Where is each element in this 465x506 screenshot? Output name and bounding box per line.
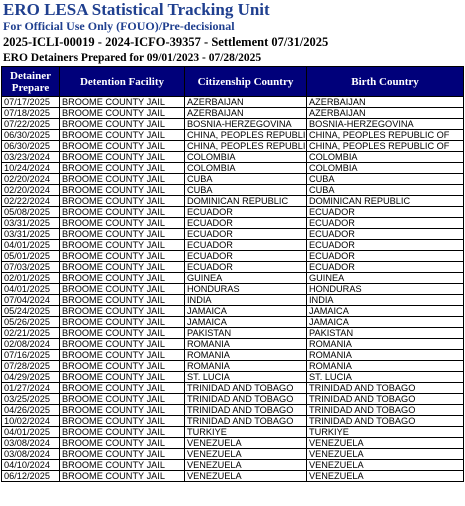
citizenship-country-cell: TURKIYE xyxy=(185,427,307,438)
table-row xyxy=(2,361,464,372)
detention-facility-cell: BROOME COUNTY JAIL xyxy=(60,317,185,328)
table-row xyxy=(2,405,464,416)
table-row xyxy=(2,251,464,262)
citizenship-country-cell: AZERBAIJAN xyxy=(185,97,307,108)
detention-facility-cell: BROOME COUNTY JAIL xyxy=(60,284,185,295)
citizenship-country-cell: ST. LUCIA xyxy=(185,372,307,383)
detention-facility-cell: BROOME COUNTY JAIL xyxy=(60,460,185,471)
detainer-date-cell: 04/26/2025 xyxy=(2,405,60,416)
detention-facility-cell: BROOME COUNTY JAIL xyxy=(60,262,185,273)
table-row xyxy=(2,262,464,273)
detainer-date-cell: 04/01/2025 xyxy=(2,427,60,438)
detention-facility-cell: BROOME COUNTY JAIL xyxy=(60,251,185,262)
table-row xyxy=(2,438,464,449)
table-row xyxy=(2,207,464,218)
birth-country-cell: JAMAICA xyxy=(307,317,464,328)
birth-country-cell: GUINEA xyxy=(307,273,464,284)
detainer-date-cell: 02/20/2024 xyxy=(2,185,60,196)
detainer-date-cell: 07/28/2025 xyxy=(2,361,60,372)
detainer-date-cell: 02/01/2025 xyxy=(2,273,60,284)
birth-country-cell: COLOMBIA xyxy=(307,152,464,163)
detainer-date-cell: 10/02/2024 xyxy=(2,416,60,427)
table-row xyxy=(2,185,464,196)
birth-country-cell: COLOMBIA xyxy=(307,163,464,174)
detainer-table xyxy=(1,66,464,482)
citizenship-country-cell: VENEZUELA xyxy=(185,438,307,449)
detention-facility-cell: BROOME COUNTY JAIL xyxy=(60,119,185,130)
table-row xyxy=(2,130,464,141)
birth-country-cell: TRINIDAD AND TOBAGO xyxy=(307,416,464,427)
table-row xyxy=(2,174,464,185)
column-header-detention-facility: Detention Facility xyxy=(60,67,185,97)
report-date-range: ERO Detainers Prepared for 09/01/2023 - 07/28/2025 xyxy=(3,52,262,64)
citizenship-country-cell: CHINA, PEOPLES REPUBLI xyxy=(185,130,307,141)
citizenship-country-cell: GUINEA xyxy=(185,273,307,284)
detainer-date-cell: 02/08/2024 xyxy=(2,339,60,350)
detention-facility-cell: BROOME COUNTY JAIL xyxy=(60,240,185,251)
detainer-date-cell: 10/24/2024 xyxy=(2,163,60,174)
detention-facility-cell: BROOME COUNTY JAIL xyxy=(60,427,185,438)
table-row xyxy=(2,416,464,427)
birth-country-cell: CUBA xyxy=(307,185,464,196)
citizenship-country-cell: PAKISTAN xyxy=(185,328,307,339)
report-case-line: 2025-ICLI-00019 - 2024-ICFO-39357 - Settlement 07/31/2025 xyxy=(3,35,329,49)
citizenship-country-cell: DOMINICAN REPUBLIC xyxy=(185,196,307,207)
citizenship-country-cell: TRINIDAD AND TOBAGO xyxy=(185,416,307,427)
detainer-date-cell: 07/17/2025 xyxy=(2,97,60,108)
detainer-date-cell: 06/30/2025 xyxy=(2,130,60,141)
detainer-date-cell: 05/24/2025 xyxy=(2,306,60,317)
table-row xyxy=(2,97,464,108)
detention-facility-cell: BROOME COUNTY JAIL xyxy=(60,218,185,229)
detainer-date-cell: 05/08/2025 xyxy=(2,207,60,218)
detainer-date-cell: 07/04/2024 xyxy=(2,295,60,306)
detainer-date-cell: 02/21/2025 xyxy=(2,328,60,339)
citizenship-country-cell: JAMAICA xyxy=(185,306,307,317)
table-row xyxy=(2,273,464,284)
birth-country-cell: JAMAICA xyxy=(307,306,464,317)
table-row xyxy=(2,328,464,339)
table-row xyxy=(2,240,464,251)
detention-facility-cell: BROOME COUNTY JAIL xyxy=(60,207,185,218)
detainer-date-cell: 03/23/2024 xyxy=(2,152,60,163)
citizenship-country-cell: CHINA, PEOPLES REPUBLI xyxy=(185,141,307,152)
citizenship-country-cell: ECUADOR xyxy=(185,218,307,229)
detention-facility-cell: BROOME COUNTY JAIL xyxy=(60,152,185,163)
birth-country-cell: ROMANIA xyxy=(307,350,464,361)
citizenship-country-cell: CUBA xyxy=(185,174,307,185)
citizenship-country-cell: VENEZUELA xyxy=(185,449,307,460)
detention-facility-cell: BROOME COUNTY JAIL xyxy=(60,394,185,405)
birth-country-cell: TURKIYE xyxy=(307,427,464,438)
detainer-date-cell: 03/31/2025 xyxy=(2,229,60,240)
report-title: ERO LESA Statistical Tracking Unit xyxy=(3,0,270,19)
birth-country-cell: ECUADOR xyxy=(307,262,464,273)
table-row xyxy=(2,394,464,405)
detainer-date-cell: 03/31/2025 xyxy=(2,218,60,229)
detainer-date-cell: 04/10/2024 xyxy=(2,460,60,471)
citizenship-country-cell: TRINIDAD AND TOBAGO xyxy=(185,394,307,405)
citizenship-country-cell: ECUADOR xyxy=(185,251,307,262)
detainer-date-cell: 03/25/2025 xyxy=(2,394,60,405)
detention-facility-cell: BROOME COUNTY JAIL xyxy=(60,273,185,284)
birth-country-cell: VENEZUELA xyxy=(307,471,464,482)
birth-country-cell: AZERBAIJAN xyxy=(307,97,464,108)
detainer-date-cell: 04/29/2025 xyxy=(2,372,60,383)
table-row xyxy=(2,372,464,383)
birth-country-cell: HONDURAS xyxy=(307,284,464,295)
detention-facility-cell: BROOME COUNTY JAIL xyxy=(60,97,185,108)
detainer-date-cell: 01/27/2024 xyxy=(2,383,60,394)
table-row xyxy=(2,108,464,119)
detention-facility-cell: BROOME COUNTY JAIL xyxy=(60,108,185,119)
detention-facility-cell: BROOME COUNTY JAIL xyxy=(60,130,185,141)
detention-facility-cell: BROOME COUNTY JAIL xyxy=(60,306,185,317)
detention-facility-cell: BROOME COUNTY JAIL xyxy=(60,405,185,416)
citizenship-country-cell: INDIA xyxy=(185,295,307,306)
table-row xyxy=(2,141,464,152)
birth-country-cell: TRINIDAD AND TOBAGO xyxy=(307,405,464,416)
birth-country-cell: VENEZUELA xyxy=(307,460,464,471)
report-header xyxy=(0,0,465,66)
table-row xyxy=(2,350,464,361)
detention-facility-cell: BROOME COUNTY JAIL xyxy=(60,229,185,240)
column-header-detainer-prepare: Detainer Prepare xyxy=(2,67,60,97)
detainer-date-cell: 02/20/2024 xyxy=(2,174,60,185)
detainer-date-cell: 06/30/2025 xyxy=(2,141,60,152)
table-row xyxy=(2,295,464,306)
table-row xyxy=(2,119,464,130)
detention-facility-cell: BROOME COUNTY JAIL xyxy=(60,196,185,207)
detention-facility-cell: BROOME COUNTY JAIL xyxy=(60,383,185,394)
citizenship-country-cell: ECUADOR xyxy=(185,207,307,218)
detention-facility-cell: BROOME COUNTY JAIL xyxy=(60,416,185,427)
detention-facility-cell: BROOME COUNTY JAIL xyxy=(60,141,185,152)
citizenship-country-cell: VENEZUELA xyxy=(185,471,307,482)
table-row xyxy=(2,317,464,328)
table-row xyxy=(2,449,464,460)
detention-facility-cell: BROOME COUNTY JAIL xyxy=(60,339,185,350)
birth-country-cell: INDIA xyxy=(307,295,464,306)
detainer-date-cell: 05/26/2025 xyxy=(2,317,60,328)
table-body xyxy=(2,97,464,482)
table-row xyxy=(2,471,464,482)
citizenship-country-cell: ROMANIA xyxy=(185,339,307,350)
birth-country-cell: ECUADOR xyxy=(307,229,464,240)
detention-facility-cell: BROOME COUNTY JAIL xyxy=(60,174,185,185)
citizenship-country-cell: JAMAICA xyxy=(185,317,307,328)
detention-facility-cell: BROOME COUNTY JAIL xyxy=(60,163,185,174)
citizenship-country-cell: HONDURAS xyxy=(185,284,307,295)
detainer-date-cell: 02/22/2024 xyxy=(2,196,60,207)
birth-country-cell: CUBA xyxy=(307,174,464,185)
detention-facility-cell: BROOME COUNTY JAIL xyxy=(60,295,185,306)
detainer-date-cell: 04/01/2025 xyxy=(2,240,60,251)
birth-country-cell: ST. LUCIA xyxy=(307,372,464,383)
birth-country-cell: VENEZUELA xyxy=(307,449,464,460)
table-row xyxy=(2,427,464,438)
citizenship-country-cell: ECUADOR xyxy=(185,240,307,251)
detention-facility-cell: BROOME COUNTY JAIL xyxy=(60,185,185,196)
table-row xyxy=(2,163,464,174)
detainer-date-cell: 07/16/2025 xyxy=(2,350,60,361)
detention-facility-cell: BROOME COUNTY JAIL xyxy=(60,328,185,339)
detention-facility-cell: BROOME COUNTY JAIL xyxy=(60,372,185,383)
detainer-date-cell: 05/01/2025 xyxy=(2,251,60,262)
citizenship-country-cell: BOSNIA-HERZEGOVINA xyxy=(185,119,307,130)
birth-country-cell: AZERBAIJAN xyxy=(307,108,464,119)
citizenship-country-cell: ECUADOR xyxy=(185,262,307,273)
citizenship-country-cell: TRINIDAD AND TOBAGO xyxy=(185,405,307,416)
detainer-date-cell: 07/03/2025 xyxy=(2,262,60,273)
citizenship-country-cell: TRINIDAD AND TOBAGO xyxy=(185,383,307,394)
birth-country-cell: ROMANIA xyxy=(307,339,464,350)
birth-country-cell: TRINIDAD AND TOBAGO xyxy=(307,394,464,405)
table-row xyxy=(2,306,464,317)
table-header-row xyxy=(2,67,464,97)
table-row xyxy=(2,284,464,295)
birth-country-cell: ECUADOR xyxy=(307,240,464,251)
citizenship-country-cell: VENEZUELA xyxy=(185,460,307,471)
citizenship-country-cell: CUBA xyxy=(185,185,307,196)
table-row xyxy=(2,460,464,471)
detainer-date-cell: 03/08/2024 xyxy=(2,438,60,449)
citizenship-country-cell: COLOMBIA xyxy=(185,152,307,163)
birth-country-cell: ECUADOR xyxy=(307,251,464,262)
birth-country-cell: DOMINICAN REPUBLIC xyxy=(307,196,464,207)
detainer-date-cell: 07/18/2025 xyxy=(2,108,60,119)
detention-facility-cell: BROOME COUNTY JAIL xyxy=(60,361,185,372)
birth-country-cell: ROMANIA xyxy=(307,361,464,372)
citizenship-country-cell: ECUADOR xyxy=(185,229,307,240)
table-row xyxy=(2,229,464,240)
birth-country-cell: VENEZUELA xyxy=(307,438,464,449)
detainer-date-cell: 06/12/2025 xyxy=(2,471,60,482)
citizenship-country-cell: ROMANIA xyxy=(185,361,307,372)
birth-country-cell: ECUADOR xyxy=(307,218,464,229)
report-classification: For Official Use Only (FOUO)/Pre-decisional xyxy=(3,19,235,33)
detention-facility-cell: BROOME COUNTY JAIL xyxy=(60,350,185,361)
citizenship-country-cell: AZERBAIJAN xyxy=(185,108,307,119)
table-row xyxy=(2,196,464,207)
table-row xyxy=(2,152,464,163)
column-header-citizenship-country: Citizenship Country xyxy=(185,67,307,97)
detention-facility-cell: BROOME COUNTY JAIL xyxy=(60,471,185,482)
table-row xyxy=(2,383,464,394)
birth-country-cell: BOSNIA-HERZEGOVINA xyxy=(307,119,464,130)
table-row xyxy=(2,339,464,350)
birth-country-cell: PAKISTAN xyxy=(307,328,464,339)
detainer-date-cell: 07/22/2025 xyxy=(2,119,60,130)
birth-country-cell: CHINA, PEOPLES REPUBLIC OF xyxy=(307,141,464,152)
birth-country-cell: TRINIDAD AND TOBAGO xyxy=(307,383,464,394)
detention-facility-cell: BROOME COUNTY JAIL xyxy=(60,438,185,449)
detainer-date-cell: 03/08/2024 xyxy=(2,449,60,460)
detainer-date-cell: 04/01/2025 xyxy=(2,284,60,295)
birth-country-cell: CHINA, PEOPLES REPUBLIC OF xyxy=(307,130,464,141)
birth-country-cell: ECUADOR xyxy=(307,207,464,218)
citizenship-country-cell: ROMANIA xyxy=(185,350,307,361)
detention-facility-cell: BROOME COUNTY JAIL xyxy=(60,449,185,460)
column-header-birth-country: Birth Country xyxy=(307,67,464,97)
table-row xyxy=(2,218,464,229)
citizenship-country-cell: COLOMBIA xyxy=(185,163,307,174)
